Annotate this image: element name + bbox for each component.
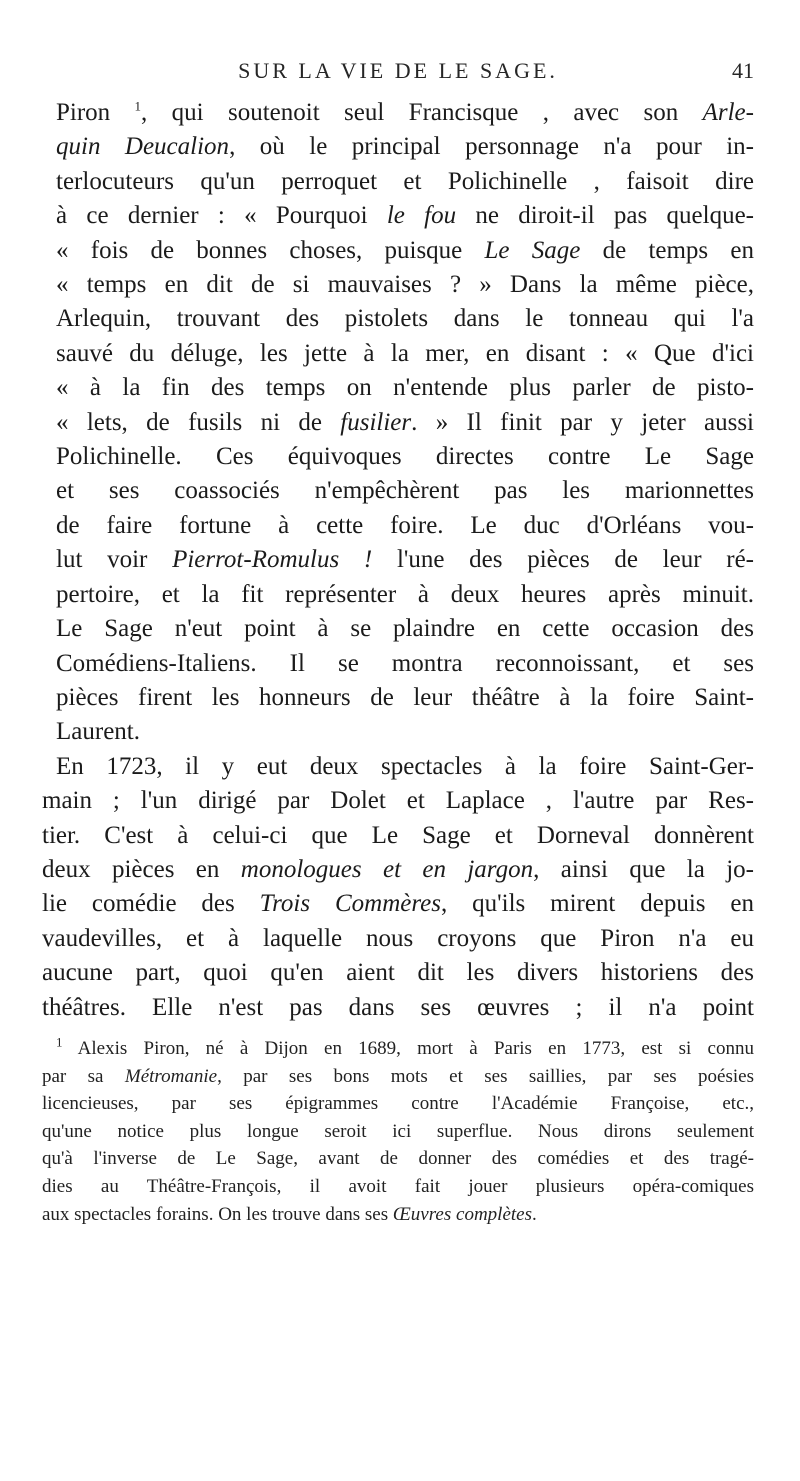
- page-number: 41: [732, 58, 754, 83]
- footnote-line: $^1$ Alexis Piron, né à Dijon en 1689, mort à Paris en 1773, est si connu: [56, 1034, 754, 1059]
- text-line: pertoire, et la fit représenter à deux heures après minuit.: [56, 580, 754, 608]
- text-line: « fois de bonnes choses, puisque Le Sage de temps en: [56, 236, 754, 264]
- text-line: Le Sage n'eut point à se plaindre en cette occasion des: [56, 615, 754, 643]
- paragraph: [42, 96, 754, 750]
- text-line: tier. C'est à celui-ci que Le Sage et Dorneval donnèrent: [42, 821, 754, 849]
- book-page: [42, 0, 754, 1481]
- text-line: terlocuteurs qu'un perroquet et Polichinelle , faisoit dire: [56, 167, 754, 195]
- text-line: théâtres. Elle n'est pas dans ses œuvres ; il n'a point: [42, 993, 754, 1021]
- running-title: SUR LA VIE DE LE SAGE.: [238, 58, 558, 83]
- text-line: lie comédie des Trois Commères, qu'ils mirent depuis en: [42, 890, 754, 918]
- text-line: En 1723, il y eut deux spectacles à la foire Saint-Ger-: [56, 752, 754, 780]
- footnote-marker: 1: [56, 1034, 63, 1050]
- text-line: deux pièces en monologues et en jargon, ainsi que la jo-: [42, 855, 754, 883]
- text-line: pièces firent les honneurs de leur théâtre à la foire Saint-: [56, 683, 754, 711]
- footnote-line: qu'une notice plus longue seroit ici superflue. Nous dirons seulement: [42, 1120, 754, 1142]
- text-line: à ce dernier : « Pourquoi le fou ne diroit-il pas quelque-: [56, 202, 754, 230]
- text-line: et ses coassociés n'empêchèrent pas les marionnettes: [56, 477, 754, 505]
- footnote-line: licencieuses, par ses épigrammes contre l'Académie Françoise, etc.,: [42, 1093, 754, 1115]
- text-line: main ; l'un dirigé par Dolet et Laplace , l'autre par Res-: [42, 787, 754, 815]
- page-header: [42, 58, 754, 92]
- text-line: quin Deucalion, où le principal personnage n'a pour in-: [56, 133, 755, 161]
- footnote-line: qu'à l'inverse de Le Sage, avant de donner des comédies et des tragé-: [42, 1148, 754, 1170]
- main-text: [42, 96, 754, 1025]
- footnote-marker: 1: [134, 98, 142, 114]
- text-line: Laurent.: [56, 718, 140, 746]
- text-line: « à la fin des temps on n'entende plus parler de pisto-: [56, 374, 754, 402]
- footnote-line: dies au Théâtre-François, il avoit fait jouer plusieurs opéra-comiques: [42, 1175, 754, 1197]
- text-line: aucune part, quoi qu'en aient dit les divers historiens des: [42, 959, 754, 987]
- text-line: Comédiens-Italiens. Il se montra reconnoissant, et ses: [56, 649, 754, 677]
- text-line: « lets, de fusils ni de fusilier. » Il finit par y jeter aussi: [56, 408, 755, 436]
- text-line: « temps en dit de si mauvaises ? » Dans la même pièce,: [56, 271, 754, 299]
- text-line: Arlequin, trouvant des pistolets dans le tonneau qui l'a: [56, 305, 754, 333]
- footnote-line: par sa Métromanie, par ses bons mots et ses saillies, par ses poésies: [42, 1065, 754, 1087]
- footnote: [42, 1035, 754, 1228]
- text-line: sauvé du déluge, les jette à la mer, en disant : « Que d'ici: [56, 339, 754, 367]
- text-line: Polichinelle. Ces équivoques directes contre Le Sage: [56, 443, 754, 471]
- text-line: lut voir Pierrot-Romulus ! l'une des pièces de leur ré-: [56, 546, 754, 574]
- paragraph: [42, 750, 754, 1025]
- text-line: de faire fortune à cette foire. Le duc d'Orléans vou-: [56, 511, 754, 539]
- footnote-line: aux spectacles forains. On les trouve dans ses Œuvres complètes.: [42, 1203, 537, 1225]
- text-line: Piron $^1$, qui soutenoit seul Francisque , avec son Arle-: [56, 98, 754, 126]
- text-line: vaudevilles, et à laquelle nous croyons que Piron n'a eu: [42, 924, 754, 952]
